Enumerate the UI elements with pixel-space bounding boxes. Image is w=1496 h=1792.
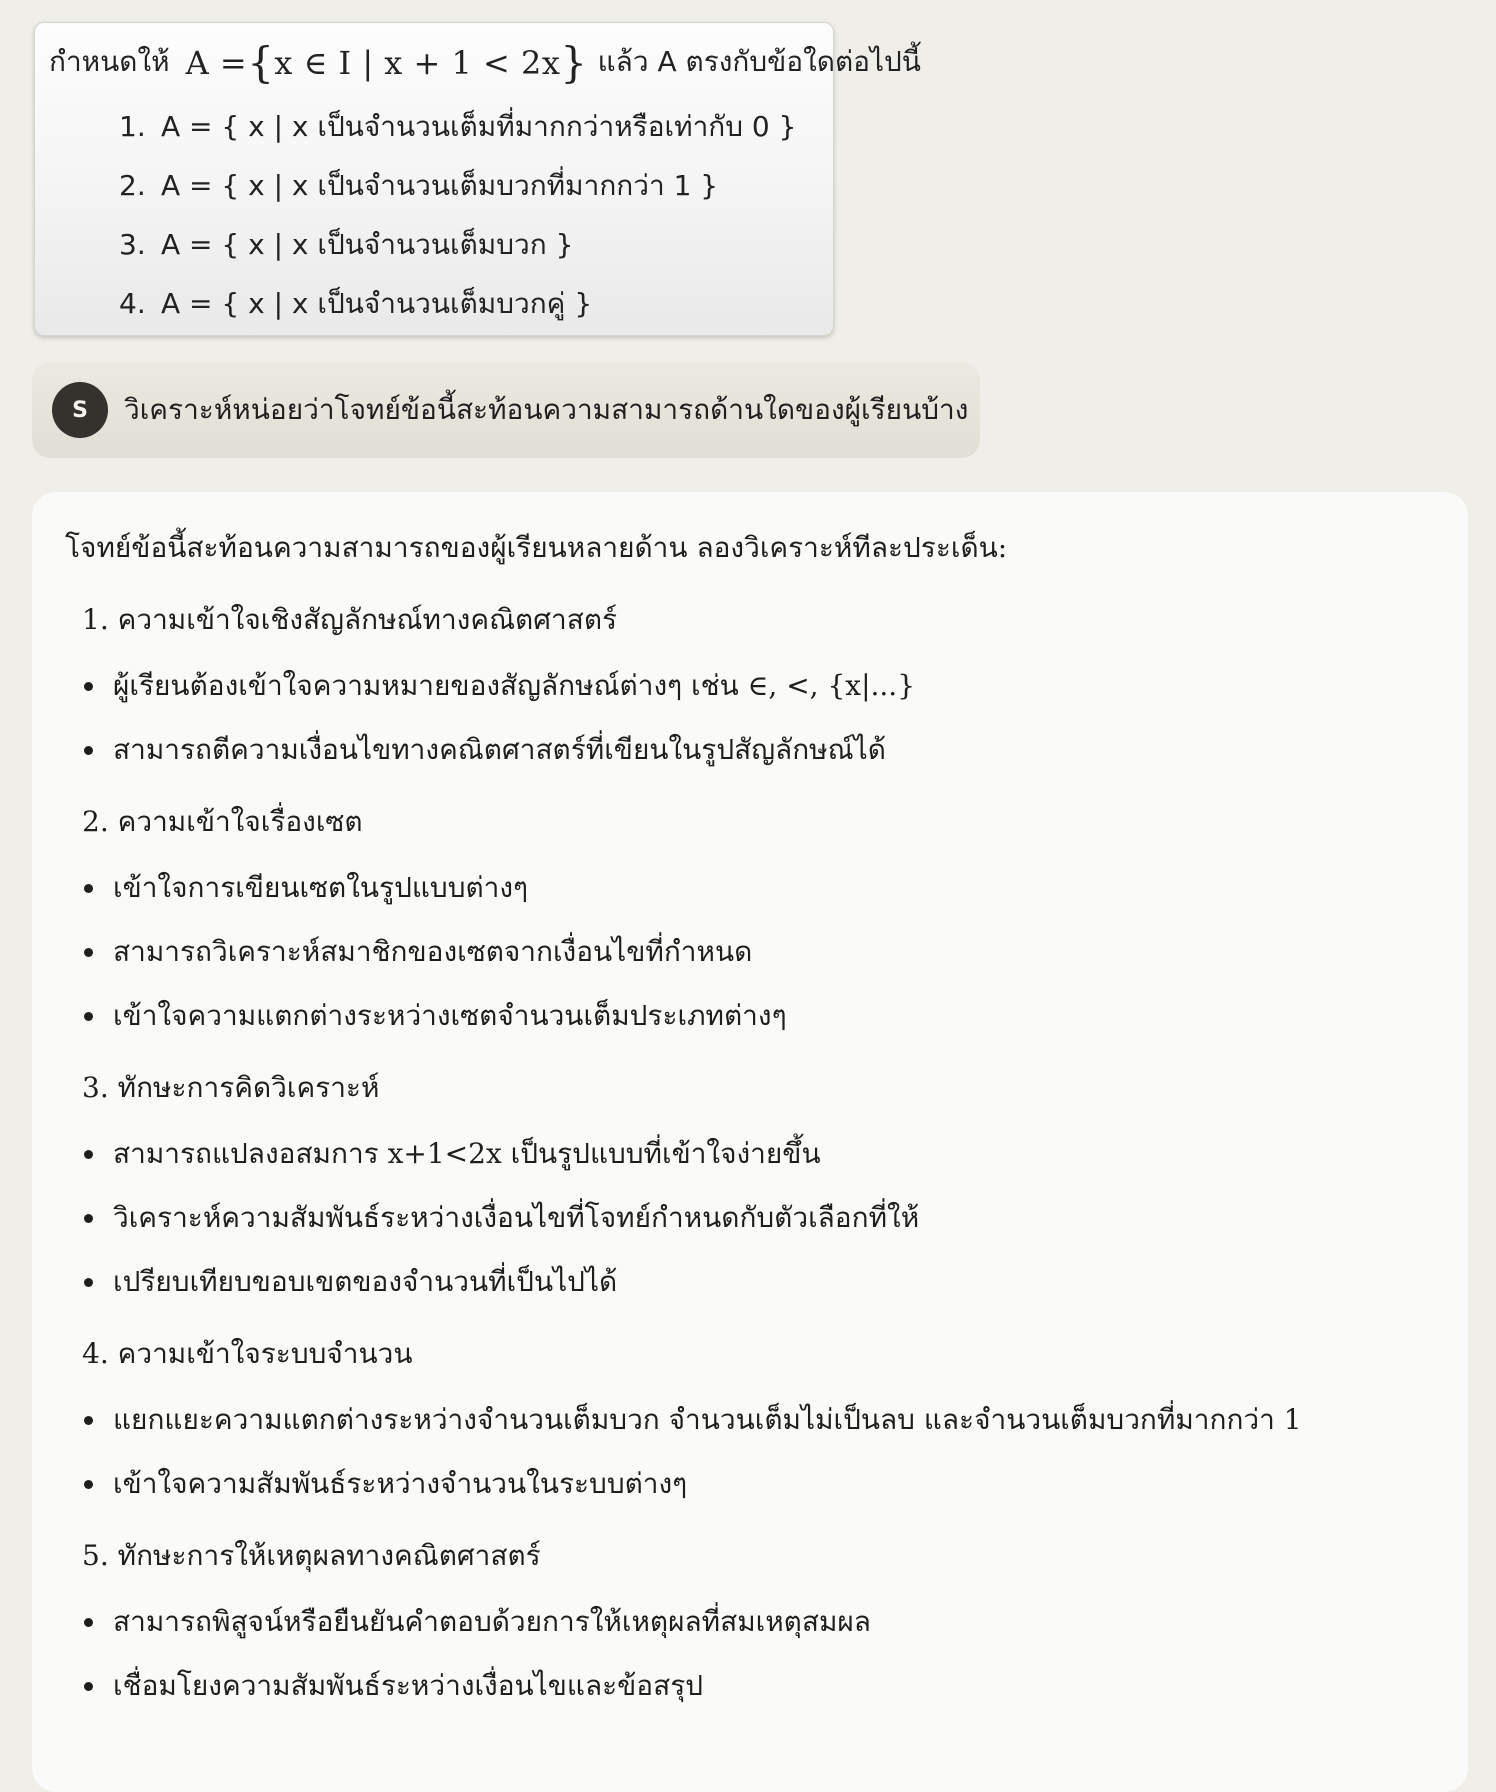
bullet-item [65, 862, 1468, 914]
bullet-list [65, 862, 1468, 1042]
analysis-section [65, 1328, 1468, 1510]
bullet-item [65, 1394, 1468, 1446]
bullet-icon [84, 1012, 93, 1021]
bullet-item [65, 990, 1468, 1042]
answer-option [119, 215, 833, 274]
bullet-text: เชื่อมโยงความสัมพันธ์ระหว่างเงื่อนไขและข้อสรุป [113, 1669, 704, 1702]
set-condition: x ∈ I | x + 1 < 2x [274, 43, 561, 82]
assistant-message [32, 492, 1468, 1792]
bullet-list [65, 1394, 1468, 1510]
bullet-text: ผู้เรียนต้องเข้าใจความหมายของสัญลักษณ์ต่างๆ เช่น ∈, <, {x|...} [113, 669, 916, 702]
response-intro: โจทย์ข้อนี้สะท้อนความสามารถของผู้เรียนหลายด้าน ลองวิเคราะห์ทีละประเด็น: [65, 531, 1008, 564]
bullet-icon [84, 1278, 93, 1287]
question-image [34, 22, 921, 336]
option-number: 4. [119, 287, 146, 320]
bullet-icon [84, 884, 93, 893]
bullet-icon [84, 682, 93, 691]
bullet-item [65, 1660, 1468, 1712]
bullet-icon [84, 1618, 93, 1627]
bullet-text: สามารถวิเคราะห์สมาชิกของเซตจากเงื่อนไขที่กำหนด [113, 935, 753, 968]
bullet-text: เปรียบเทียบขอบเขตของจำนวนที่เป็นไปได้ [113, 1265, 618, 1298]
option-text: A = { x | x เป็นจำนวนเต็มบวก } [161, 227, 574, 261]
set-name: A = [185, 43, 248, 82]
section-heading: 3. ทักษะการคิดวิเคราะห์ [82, 1071, 380, 1104]
answer-option [119, 156, 833, 215]
user-avatar: S [52, 382, 108, 438]
option-number: 3. [119, 228, 146, 261]
bullet-text: สามารถตีความเงื่อนไขทางคณิตศาสตร์ที่เขียนในรูปสัญลักษณ์ได้ [113, 733, 886, 766]
section-heading: 1. ความเข้าใจเชิงสัญลักษณ์ทางคณิตศาสตร์ [82, 603, 618, 636]
bullet-item [65, 1192, 1468, 1244]
bullet-item [65, 1596, 1468, 1648]
brace-close: } [560, 37, 588, 87]
user-message [32, 362, 980, 458]
bullet-icon [84, 1416, 93, 1425]
option-number: 2. [119, 169, 146, 202]
section-heading: 4. ความเข้าใจระบบจำนวน [82, 1337, 413, 1370]
answer-option [119, 274, 833, 333]
bullet-text: เข้าใจความแตกต่างระหว่างเซตจำนวนเต็มประเภทต่างๆ [113, 999, 787, 1032]
bullet-item [65, 660, 1468, 712]
bullet-item [65, 724, 1468, 776]
bullet-text: แยกแยะความแตกต่างระหว่างจำนวนเต็มบวก จำนวนเต็มไม่เป็นลบ และจำนวนเต็มบวกที่มากกว่า 1 [113, 1403, 1302, 1436]
option-text: A = { x | x เป็นจำนวนเต็มที่มากกว่าหรือเท่ากับ 0 } [161, 109, 797, 143]
bullet-list [65, 660, 1468, 776]
bullet-icon [84, 1150, 93, 1159]
bullet-item [65, 1128, 1468, 1180]
bullet-icon [84, 1214, 93, 1223]
bullet-icon [84, 1480, 93, 1489]
analysis-section [65, 594, 1468, 776]
section-heading: 5. ทักษะการให้เหตุผลทางคณิตศาสตร์ [82, 1539, 541, 1572]
section-heading: 2. ความเข้าใจเรื่องเซต [82, 805, 363, 838]
analysis-section [65, 1530, 1468, 1712]
bullet-item [65, 926, 1468, 978]
bullet-text: เข้าใจความสัมพันธ์ระหว่างจำนวนในระบบต่างๆ [113, 1467, 688, 1500]
user-message-text: วิเคราะห์หน่อยว่าโจทย์ข้อนี้สะท้อนความสามารถด้านใดของผู้เรียนบ้าง [124, 393, 969, 426]
bullet-icon [84, 746, 93, 755]
bullet-icon [84, 1682, 93, 1691]
question-stem-prefix: กำหนดให้ [49, 45, 170, 78]
option-number: 1. [119, 110, 146, 143]
analysis-section [65, 796, 1468, 1042]
bullet-text: เข้าใจการเขียนเซตในรูปแบบต่างๆ [113, 871, 529, 904]
answer-options [49, 97, 833, 333]
bullet-list [65, 1128, 1468, 1308]
brace-open: { [247, 37, 275, 87]
question-stem [49, 37, 921, 87]
bullet-text: วิเคราะห์ความสัมพันธ์ระหว่างเงื่อนไขที่โจทย์กำหนดกับตัวเลือกที่ให้ [113, 1201, 920, 1234]
question-stem-suffix: แล้ว A ตรงกับข้อใดต่อไปนี้ [597, 45, 921, 78]
option-text: A = { x | x เป็นจำนวนเต็มบวกที่มากกว่า 1 } [161, 168, 719, 202]
option-text: A = { x | x เป็นจำนวนเต็มบวกคู่ } [161, 286, 593, 320]
set-definition [186, 38, 588, 87]
bullet-text: สามารถพิสูจน์หรือยืนยันคำตอบด้วยการให้เหตุผลที่สมเหตุสมผล [113, 1605, 871, 1638]
bullet-icon [84, 948, 93, 957]
answer-option [119, 97, 833, 156]
bullet-text: สามารถแปลงอสมการ x+1<2x เป็นรูปแบบที่เข้าใจง่ายขึ้น [113, 1137, 821, 1170]
bullet-item [65, 1256, 1468, 1308]
analysis-section [65, 1062, 1468, 1308]
bullet-list [65, 1596, 1468, 1712]
bullet-item [65, 1458, 1468, 1510]
